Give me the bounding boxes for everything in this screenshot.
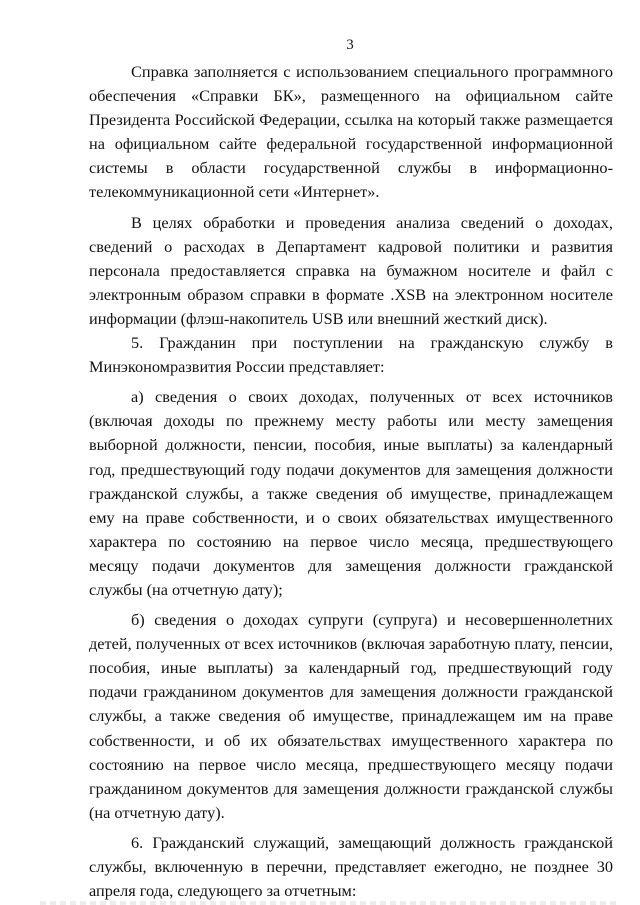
paragraph-software: Справка заполняется с использованием специального программного обеспечения «Справки БК», размещенного на официальном сайте Президента Российской Федерации, ссылка на который также размещается на официальном сайте федеральной государственной информационной системы в области государственной службы в информационно-телекоммуникационной сети «Интернет». [89,62,613,202]
paragraph-item-5a: а) сведения о своих доходах, полученных от всех источников (включая доходы по прежнему месту работы или месту замещения выборной должности, пенсии, пособия, иные выплаты) за календарный год, предшествующий году подачи документов для замещения должности гражданской службы, а также сведения об имуществе, принадлежащем ему на праве собственности, и о своих обязательствах имущественного характера по состоянию на первое число месяца, предшествующего месяцу подачи документов для замещения должности гражданской службы (на отчетную дату); [89,387,613,599]
paragraph-item-6: 6. Гражданский служащий, замещающий должность гражданской службы, включенную в перечни, представляет ежегодно, не позднее 30 апреля года, следующего за отчетным: [89,832,613,901]
paragraph-item-5: 5. Гражданин при поступлении на гражданскую службу в Минэкономразвития России представляет: [89,333,613,377]
page-number: 3 [346,37,354,53]
paragraph-item-5b: б) сведения о доходах супруги (супруга) и несовершеннолетних детей, полученных от всех источников (включая заработную плату, пенсии, пособия, иные выплаты) за календарный год, предшествующий году подачи гражданином документов для замещения должности гражданской службы, а также сведения об имуществе, принадлежащем им на праве собственности, и об их обязательствах имущественного характера по состоянию на первое число месяца, предшествующего месяцу подачи гражданином документов для замещения должности гражданской службы (на отчетную дату). [89,610,613,822]
paragraph-processing: В целях обработки и проведения анализа сведений о доходах, сведений о расходах в Департамент кадровой политики и развития персонала предоставляется справка на бумажном носителе и файл с электронным образом справки в формате .XSB на электронном носителе информации (флэш-накопитель USB или внешний жесткий диск). [89,212,613,328]
document-body [89,60,613,903]
scan-bottom-edge [40,901,620,905]
